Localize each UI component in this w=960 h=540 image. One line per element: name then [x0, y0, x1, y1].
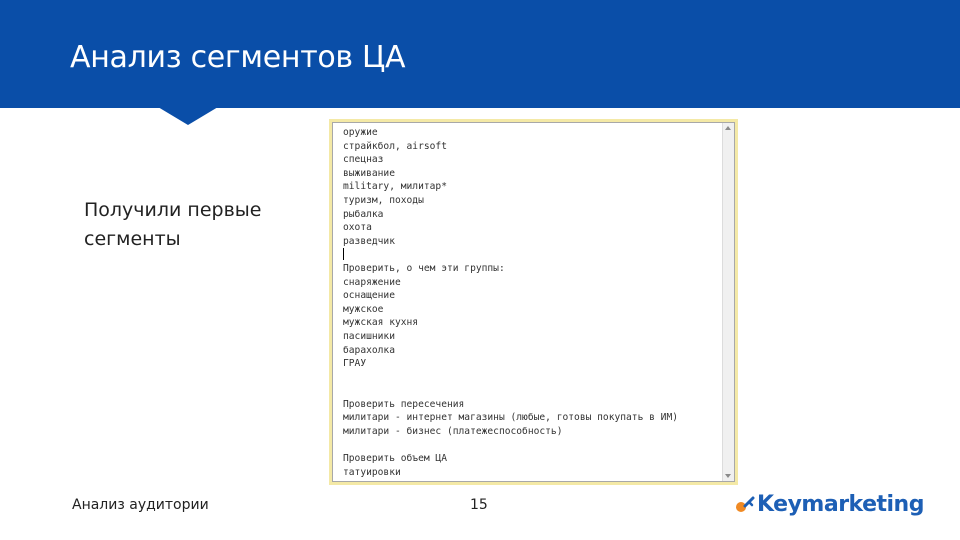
notepad-line: military, милитар*	[343, 181, 447, 193]
notepad-line: спецназ	[343, 154, 384, 166]
notepad-line: оружие	[343, 127, 378, 138]
header-bar	[0, 0, 960, 108]
logo-text: Keymarketing	[757, 491, 924, 517]
scroll-down-icon[interactable]	[725, 474, 731, 478]
notepad-line: туризм, походы	[343, 194, 424, 206]
notepad-scrollbar[interactable]	[722, 123, 734, 481]
header-notch	[158, 107, 218, 125]
notepad-line: милитари - бизнес (платежеспособность)	[343, 426, 563, 438]
notepad-line: снаряжение	[343, 276, 401, 288]
notepad-line: выживание	[343, 167, 395, 179]
notepad-line: татуировки	[343, 466, 401, 478]
slide-subtitle: Получили первые сегменты	[84, 199, 262, 250]
notepad-line: мужское	[343, 303, 384, 315]
notepad-text-area[interactable]	[333, 123, 722, 481]
notepad-line: пасишники	[343, 330, 395, 342]
notepad-line	[343, 371, 722, 385]
notepad-screenshot	[329, 119, 738, 485]
logo-mark-icon	[735, 494, 755, 514]
text-caret	[343, 248, 344, 260]
notepad-line	[343, 384, 722, 398]
notepad-line: охота	[343, 222, 372, 234]
notepad-line	[343, 248, 722, 262]
notepad-line: Проверить пересечения	[343, 398, 465, 410]
notepad-line: ГРАУ	[343, 358, 367, 370]
notepad-line: мужская кухня	[343, 317, 419, 329]
page-title: Анализ сегментов ЦА	[70, 40, 406, 75]
keymarketing-logo	[735, 490, 924, 518]
notepad-line: Проверить, о чем эти группы:	[343, 262, 505, 274]
notepad-line: оснащение	[343, 290, 395, 302]
notepad-line: барахолка	[343, 344, 395, 356]
notepad-line	[343, 439, 722, 453]
notepad-line: страйкбол, airsoft	[343, 140, 447, 152]
scroll-up-icon[interactable]	[725, 126, 731, 130]
page-number: 15	[470, 497, 488, 513]
notepad-line: разведчик	[343, 235, 395, 247]
notepad-line: рыбалка	[343, 208, 384, 220]
notepad-line: Проверить объем ЦА	[343, 453, 447, 465]
notepad-line: милитари - интернет магазины (любые, готовы покупать в ИМ)	[343, 412, 679, 424]
footer-section-label: Анализ аудитории	[72, 497, 209, 513]
notepad-window	[332, 122, 735, 482]
